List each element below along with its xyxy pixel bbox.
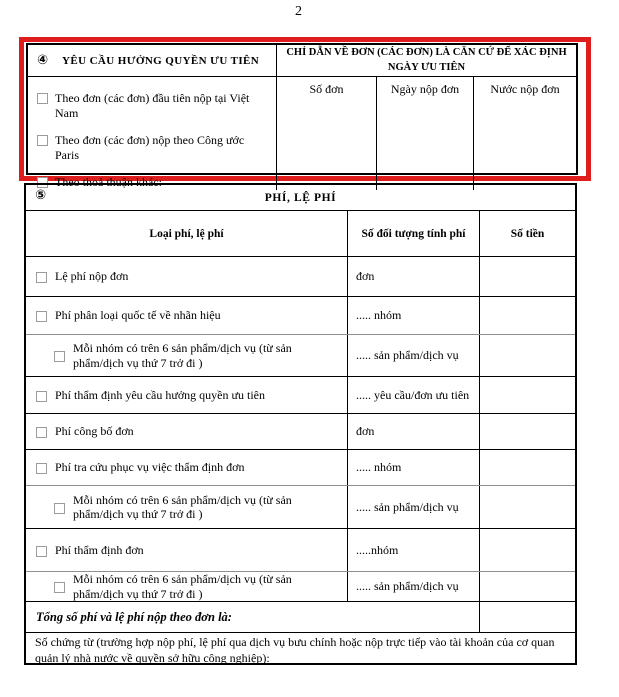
fee-label: Phí công bố đơn	[55, 424, 134, 439]
fee-unit: đơn	[356, 269, 375, 283]
section-4-header-cell	[28, 45, 277, 77]
filing-date-column	[377, 77, 474, 190]
priority-option-vietnam[interactable]	[37, 91, 270, 121]
fee-unit: đơn	[356, 424, 375, 438]
fee-rows	[26, 256, 575, 601]
checkbox-icon[interactable]	[36, 311, 47, 322]
fee-amount-cell	[479, 572, 575, 601]
total-fees-amount-cell	[479, 602, 575, 632]
fee-label-cell	[26, 572, 347, 601]
fee-unit-cell	[347, 377, 479, 413]
fee-label: Phí phân loại quốc tế về nhãn hiệu	[55, 308, 221, 323]
fee-label-cell	[26, 529, 347, 571]
fee-unit: ..... nhóm	[356, 460, 402, 474]
fees-table	[24, 183, 577, 665]
fee-unit-cell	[347, 486, 479, 528]
fee-amount-cell	[479, 335, 575, 376]
fee-label: Phí thẩm định đơn	[55, 542, 144, 557]
fee-amount-column-header: Số tiền	[479, 211, 575, 256]
fee-amount-cell	[479, 377, 575, 413]
priority-indication-header: CHỈ DẪN VỀ ĐƠN (CÁC ĐƠN) LÀ CĂN CỨ ĐỂ XÁC ĐỊNH NGÀY ƯU TIÊN	[277, 45, 576, 77]
total-fees-row	[26, 601, 575, 632]
fee-unit: ..... sản phẩm/dịch vụ	[356, 499, 459, 514]
page-number: 2	[295, 4, 302, 19]
fee-unit-cell	[347, 450, 479, 485]
fee-unit: ..... nhóm	[356, 308, 402, 322]
fee-unit: ..... sản phẩm/dịch vụ	[356, 348, 459, 362]
fee-row	[26, 528, 575, 571]
fee-label: Mỗi nhóm có trên 6 sản phẩm/dịch vụ (từ sản phẩm/dịch vụ thứ 7 trở đi )	[73, 341, 292, 370]
fee-label-cell	[26, 257, 347, 296]
checkbox-icon[interactable]	[54, 351, 65, 362]
fee-row	[26, 413, 575, 449]
section-4-number: ④	[37, 53, 49, 68]
fee-quantity-column-header: Số đối tượng tính phí	[347, 211, 479, 256]
fee-label-cell	[26, 297, 347, 334]
fee-amount-cell	[479, 257, 575, 296]
fee-type-column-header: Loại phí, lệ phí	[149, 227, 224, 240]
fees-column-headers	[26, 210, 575, 256]
fee-amount-cell	[479, 450, 575, 485]
fee-row	[26, 449, 575, 485]
fee-amount-cell	[479, 297, 575, 334]
fee-label-cell	[26, 450, 347, 485]
checkbox-icon[interactable]	[36, 546, 47, 557]
fee-row	[26, 376, 575, 413]
fee-unit: ..... sản phẩm/dịch vụ	[356, 579, 459, 593]
application-number-column	[277, 77, 377, 190]
column-header: Ngày nộp đơn	[390, 82, 460, 96]
fee-unit-cell	[347, 297, 479, 334]
fee-unit-cell	[347, 529, 479, 571]
payment-receipt-note: Số chứng từ (trường hợp nộp phí, lệ phí qua dịch vụ bưu chính hoặc nộp trực tiếp vào tài khoản của cơ quan quản lý nhà nước về quyền sở hữu công nghiệp):	[26, 632, 575, 666]
filing-country-column	[474, 77, 576, 190]
column-header: Số đơn	[309, 82, 344, 96]
priority-claim-table	[26, 43, 578, 189]
fee-amount-cell	[479, 414, 575, 449]
priority-option-label: Theo thoả thuận khác:	[55, 175, 162, 189]
fee-row	[26, 485, 575, 528]
fee-unit-cell	[347, 572, 479, 601]
checkbox-icon[interactable]	[37, 135, 48, 146]
priority-option-label: Theo đơn (các đơn) nộp theo Công ước Paris	[55, 133, 245, 162]
checkbox-icon[interactable]	[36, 272, 47, 283]
fee-label-cell	[26, 486, 347, 528]
fee-label: Lệ phí nộp đơn	[55, 269, 129, 284]
fee-label: Phí tra cứu phục vụ việc thẩm định đơn	[55, 460, 245, 475]
fee-amount-cell	[479, 486, 575, 528]
fee-row	[26, 334, 575, 376]
fee-label-cell	[26, 377, 347, 413]
checkbox-icon[interactable]	[36, 427, 47, 438]
fee-label-cell	[26, 414, 347, 449]
checkbox-icon[interactable]	[36, 463, 47, 474]
checkbox-icon[interactable]	[54, 582, 65, 593]
fee-label-cell	[26, 335, 347, 376]
section-5-title: PHÍ, LỆ PHÍ	[264, 191, 337, 204]
fee-row	[26, 256, 575, 296]
fee-unit: .....nhóm	[356, 542, 399, 557]
section-5-number: ⑤	[35, 188, 47, 203]
total-fees-label: Tổng số phí và lệ phí nộp theo đơn là:	[36, 609, 232, 624]
section-4-title: YÊU CẦU HƯỞNG QUYỀN ƯU TIÊN	[62, 54, 260, 67]
fee-label: Phí thẩm định yêu cầu hưởng quyền ưu tiên	[55, 387, 265, 402]
fee-row	[26, 571, 575, 601]
checkbox-icon[interactable]	[54, 503, 65, 514]
fee-amount-cell	[479, 529, 575, 571]
priority-option-paris[interactable]	[37, 133, 270, 163]
fee-row	[26, 296, 575, 334]
fee-label: Mỗi nhóm có trên 6 sản phẩm/dịch vụ (từ sản phẩm/dịch vụ thứ 7 trở đi )	[73, 572, 292, 601]
checkbox-icon[interactable]	[37, 93, 48, 104]
fee-label: Mỗi nhóm có trên 6 sản phẩm/dịch vụ (từ sản phẩm/dịch vụ thứ 7 trở đi )	[73, 492, 292, 521]
section-5-header	[26, 185, 575, 210]
priority-section-highlight-box	[19, 37, 591, 189]
column-header: Nước nộp đơn	[490, 82, 560, 96]
checkbox-icon[interactable]	[36, 391, 47, 402]
priority-option-label: Theo đơn (các đơn) đầu tiên nộp tại Việt Nam	[55, 91, 250, 120]
fee-unit-cell	[347, 414, 479, 449]
priority-options	[28, 77, 277, 190]
fee-unit-cell	[347, 257, 479, 296]
fee-unit-cell	[347, 335, 479, 376]
fee-unit: ..... yêu cầu/đơn ưu tiên	[356, 387, 470, 402]
